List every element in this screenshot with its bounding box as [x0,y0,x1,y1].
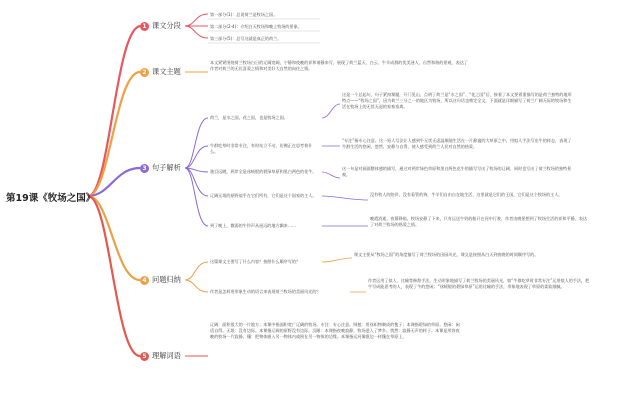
s3-sentence-1: 荷兰，是水之国，花之国，也是牧场之国。 [210,115,288,120]
section-4-title: 问题归纳 [152,275,181,284]
root-title: 第19课《牧场之国》 [6,193,96,204]
section-2 [140,67,181,77]
s4-answer-1: 课文主要从“牧场之国”的角度描写了荷兰牧场的田园风光，课文是按照从白天到夜晚的时间顺序写的。 [354,252,539,257]
section-1-title: 课文分段 [152,21,181,30]
s4-answer-2: 作者运用了拟人、比喻等修辞手法，生动形象地描写了荷兰牧场的美丽风光，如“牛群吃草时非常专注”运用拟人的手法，把牛写成能思考的人，表现了牛的悠闲；“丝绒般的碧绿草原”运用比喻的手法，形象地表现了草原的柔软细腻。 [368,278,590,289]
s5-vocab-text: 辽阔：面积很大的一片地方；本课中指面积宽广辽阔的牧场。专注：专心注意。绒毯：用丝织物制成的毯子；本课指碧绿的草原。悠闲：闲适自得。无垠：没有边际。本课指辽阔的原野没有边际。沉睡：本课指夜晚寂静，牧场进入了梦乡。悄然：寂静无声的样子。本课是形容夜晚的牧场一片寂静。镶：把物体嵌入另一物体内或围在另一物体的边缘。本课指运河像银边一样镶在草原上。 [210,322,460,339]
section-4-number: 4 [140,276,149,285]
s3-sentence-3: 骏目远眺，两岸全是丝绒般的碧绿草原和黑白两色的花牛。 [210,169,317,174]
s3-analysis-5: 晚霞消逝，夜幕降临，牧场安静了下来，只有运送牛奶的船只在河中行驶，作者由晚景想到了牧场生活的祥和平静，表达了对荷兰牧场的热爱之情。 [370,216,587,227]
section-3 [140,163,181,173]
s1-item-2: 第二部分(2-4)：介绍白天牧场和晚上牧场的景象。 [210,24,302,29]
section-1-number: 1 [140,22,149,31]
section-2-number: 2 [140,68,149,77]
s4-question-2: 作者是怎样用形象生动的语言来表现荷兰牧场的美丽风光的？ [210,289,321,294]
section-5-title: 理解词语 [152,351,181,360]
s1-item-1: 第一部分(1)：总说荷兰是牧场之国。 [210,12,278,17]
s3-sentence-4: 辽阔无垠的原野似乎在它们所有，它们是这个国家的主人。 [210,193,317,198]
s4-question-1: 这篇课文主要写了什么内容？按照什么顺序写的？ [210,259,301,264]
section-3-number: 3 [140,164,149,173]
s3-analysis-3: 这一句是对画面整体感的描写，通过对两岸绿色草原和黑白两色花牛的描写写出了牧场的辽阔，同时也写出了荷兰牧场的独特景观。 [342,166,572,177]
s3-sentence-5: 到了晚上，微弱的牛铃声从遥远的地方飘来…… [210,223,296,228]
section-5-number: 5 [140,352,149,361]
section-2-title: 课文主题 [152,67,181,76]
section-3-title: 句子解析 [152,163,181,172]
section-1 [140,21,181,31]
s3-sentence-2: 牛群吃草时非常专注，有时站立不动，仿佛正在思考着什么。 [210,143,313,154]
s2-theme-text: 本文紧紧围绕荷兰牧场白日的辽阔宽阔，宁静和夜晚的祥和谐静来写，展现了荷兰蓝天、白云、牛羊成群的优美迷人、自然和谐的景观，表达了作者对荷兰的无比喜爱之情和对美好大自然的向往之情。 [210,60,468,71]
s1-item-3: 第三部分(5)：总写这就是真正的荷兰。 [210,36,282,41]
section-5 [140,351,181,361]
s3-analysis-2: “专注”指专心注意。这一短人写法让人感到牛无忧无虑温顺地生活在一片静谧的大草原之中，用拟人手法写出牛的样态，表现了牛群生活的悠闲、悠然、安静与自得，使人感受到荷兰人民对自然的热爱。 [342,138,572,149]
s3-analysis-4: 没有牧人的陪伴，没有看管的狗，牛羊们自由自在地生活，这里就是它们的王国，它们是这个牧场的主人。 [370,192,563,197]
s3-analysis-1: 这是一个总起句，句子紧扣课题，开门见山，点明了荷兰是“水之国”、“花之国”后，接着了本文要着重描写的是荷兰独特的地形特点——“牧场之国”，因为荷兰三分之一的地区为牧场，所以这句话也奠定全文，下面就是详细描写了荷兰广阔无际的牧场和生活在牧场上的无忧无虑的家畜家禽。 [342,92,572,109]
section-4 [140,275,181,285]
